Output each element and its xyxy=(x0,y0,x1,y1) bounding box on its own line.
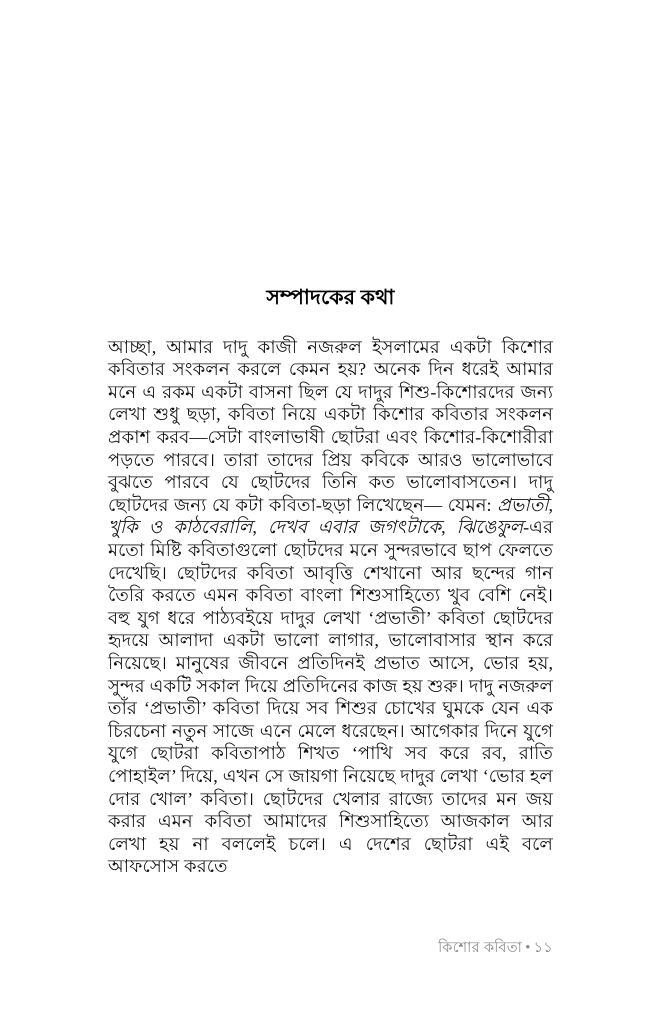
footer-page-number: ১১ xyxy=(533,940,553,956)
page-footer xyxy=(108,938,553,958)
poem-title-probhati: প্রভাতী xyxy=(497,494,549,515)
poem-title-jhingephul: ঝিঙেফুল xyxy=(456,517,524,538)
poem-title-khuki-o-kathberali: খুকি ও কাঠবেরালি xyxy=(108,517,253,538)
paragraph-text-tail: -এর মতো মিষ্টি কবিতাগুলো ছোটদের মনে সুন্দরভাবে ছাপ ফেলতে দেখেছি। ছোটদের কবিতা আবৃত্তি শেখানো আর ছন্দের গান তৈরি করতে এমন কবিতা বাংলা শিশুসাহিত্যে খুব বেশি নেই। বহু যুগ ধরে পাঠ্যবইয়ে দাদুর লেখা ‘প্রভাতী’ কবিতা ছোটদের হৃদয়ে আলাদা একটা ভালো লাগার, ভালোবাসার স্থান করে নিয়েছে। মানুষের জীবনে প্রতিদিনই প্রভাত আসে, ভোর হয়, সুন্দর একটি সকাল দিয়ে প্রতিদিনের কাজ হয় শুরু। দাদু নজরুল তাঁর ‘প্রভাতী’ কবিতা দিয়ে সব শিশুর চোখের ঘুমকে যেন এক চিরচেনা নতুন সাজে এনে মেলে ধরেছেন। আগেকার দিনে যুগে যুগে ছোটরা কবিতাপাঠ শিখত ‘পাখি সব করে রব, রাতি পোহাইল’ দিয়ে, এখন সে জায়গা নিয়েছে দাদুর লেখা ‘ভোর হল দোর খোল’ কবিতা। ছোটদের খেলার রাজ্যে তাদের মন জয় করার এমন কবিতা আমাদের শিশুসাহিত্যে আজকাল আর লেখা হয় না বললেই চলে। এ দেশের ছোটরা এই বলে আফসোস করতে xyxy=(108,517,553,877)
poem-title-separator-3: , xyxy=(441,517,457,538)
page-content xyxy=(108,286,553,878)
footer-separator-bullet: • xyxy=(525,940,531,956)
paragraph-text-lead: আচ্ছা, আমার দাদু কাজী নজরুল ইসলামের একটা কিশোর কবিতার সংকলন করলে কেমন হয়? অনেক দিন ধরেই আমার মনে এ রকম একটা বাসনা ছিল যে দাদুর শিশু-কিশোরদের জন্য লেখা শুধু ছড়া, কবিতা নিয়ে একটা কিশোর কবিতার সংকলন প্রকাশ করব—সেটা বাংলাভাষী ছোটরা এবং কিশোর-কিশোরীরা পড়তে পারবে। তারা তাদের প্রিয় কবিকে আরও ভালোভাবে বুঝতে পারবে যে ছোটদের তিনি কত ভালোবাসতেন। দাদু ছোটদের জন্য যে কটা কবিতা-ছড়া লিখেছেন— যেমন: xyxy=(108,336,553,515)
poem-title-dekhbo-ebar-jagatke: দেখব এবার জগৎটাকে xyxy=(267,517,442,538)
footer-book-title: কিশোর কবিতা xyxy=(438,940,523,956)
poem-title-separator-1: , xyxy=(548,494,553,515)
poem-title-separator-2: , xyxy=(252,517,268,538)
body-paragraph xyxy=(108,336,553,878)
section-title: সম্পাদকের কথা xyxy=(266,287,395,309)
